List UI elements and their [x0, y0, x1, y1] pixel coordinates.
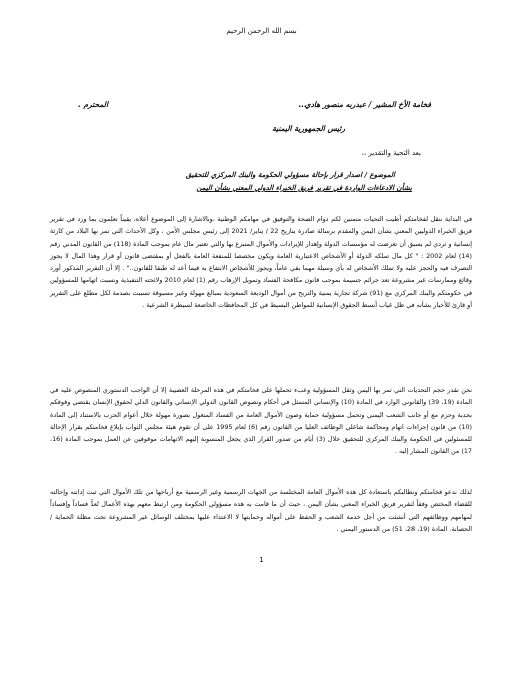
paragraph-2: نحن نقدر حجم التحديات التي تمر بها اليمن وثقل المسؤولية وعبء تحملها على فخامتكم في هذه المرحلة العصيبة إلا أن الواجب الدستوري المنصوص عليه في المادة (19، 39) والقانوني الوارد في المادة (10) والإنساني المتمثل في أحكام ونصوص القانون الدولي الإنساني والقانون الدلي لحقوق الإنسان يقتضي وقوفكم بجدية وحزم مع أو جانب الشعب اليمني وتحمل مسؤولية حماية وصون الأموال العامة من الفساد المتغول بصورة مهولة خلال أعوام الحرب بالاستناد إلى المادة (10) من قانون إجراءات اتهام ومحاكمة شاغلي الوظائف العليا من القانون رقم (6) لعام 1995 على أن تقوم هيئة مجلس النواب بإبلاغ فخامتكم بقرار الإحالة للمسئولين في الحكومة والبنك المركزي للتحقيق خلال (3) أيام من صدور القرار الذي يجعل المنسوبة إليهم الاتهامات موقوفين عن العمل بموجب المادة (16، 17) من القانون المشار إليه . — [50, 386, 473, 456]
addressee: فخامة الأخ المشير / عبدربه منصور هادي — [304, 100, 431, 109]
basmala: بسم الله الرحمن الرحيم — [226, 27, 297, 35]
subject-line: الموضوع / اصدار قرار بإحالة مسؤولي الحكومة والبنك المركزي للتحقيق — [185, 171, 395, 179]
addressee-dots: ... — [298, 100, 307, 109]
recipient-title: رئيس الجمهورية اليمنية — [272, 124, 345, 133]
paragraph-3: لذلك ندعو فخامتكم ونطالبكم باستعادة كل هذه الأموال العامة المختلسة من الجهات الرسمية وغير الرسمية مع أرباحها من تلك الأموال التي ثبت إدانته وإحالته للقضاء المختص وفقاً لتقرير فريق الخبراء المعني بشأن اليمن ، حيث أن ما قامت به هذه مسؤولي الحكومة ومن ارتبط معهم بهذه الأعمال تُعدُّ فساداً وإفساداً لمهامهم ووظائفهم التي أنشئت من أجل خدمة الشعب و الحفظ على أمواله وحمايتها لا الاعتداء عليها بمختلف الوسائل غير المشروعة تحت مظلة الحماية / الحصانة. المادة (19، 28، 51) من الدستور اليمني . — [50, 488, 472, 533]
honorific: المحترم . — [78, 100, 109, 109]
paragraph-1: في البداية ننقل لفخامتكم أطيب التحيات متمنين لكم دوام الصحة والتوفيق في مهامكم الوطنية ،وبالاشارة إلى الموضوع أعلاه، يقيناً تعلمون بما ورد في تقرير فريق الخبراء الدوليين المعني بشأن اليمن والمقدم برسالة صادرة بتاريخ 22 / يناير/ 2021 إلى رئيس مجلس الأمن ، وكل الأحداث التي تمر بها البلاد من كارثة إنسانية و تردي لم يسبق أن تعرضت له مؤسسات الدولة وإهدار للإيرادات والأموال المتبرع بها والتي تعتبر مال عام بموجب المادة (118) من القانون المدني رقم (14) لعام 2002 : " كل مال تملكه الدولة أو الأشخاص الاعتبارية العامة ويكون مخصصا للمنفعة العامة بالفعل أو بمقتضى قانون أو قرار وهذا المال لا يجوز التصرف فيه والحجز عليه ولا تملك الأشخاص له بأي وسيلة مهما بقي عاماً، ويجوز للأشخاص الانتفاع به فيما أعد له طبقا للقانون.." . إلا أن التقرير المذكور أورد وقائع وممارسات غير مشروعة تعد جرائم جسيمة بموجب قانون مكافحة الفساد وتمويل الإرهاب رقم (1) لعام 2010 ولائحته التنفيذية ونسبت اتهامها للمسؤولين في حكومتكم والبنك المركزي مع (91) شركة تجارية يمنية والتربح من أموال الوديعة السعودية بمبالغ مهولة وغير مسبوقة تسببت بصدمة لكل مطلع على التقرير أو قارئ للأخبار بشأنه في ظل غياب أبسط الحقوق الإنسانية للمواطن البسيط في كل المحافظات الخاضعة لسيطرة الشرعية . — [50, 215, 472, 310]
greeting: بعد التحية والتقدير ،، — [361, 149, 421, 157]
page-number: 1 — [259, 556, 264, 564]
subject-line-continuation: بشأن الادعاءات الواردة في تقرير فريق الخبراء الدولي المعني بشأن اليمن — [196, 184, 412, 192]
